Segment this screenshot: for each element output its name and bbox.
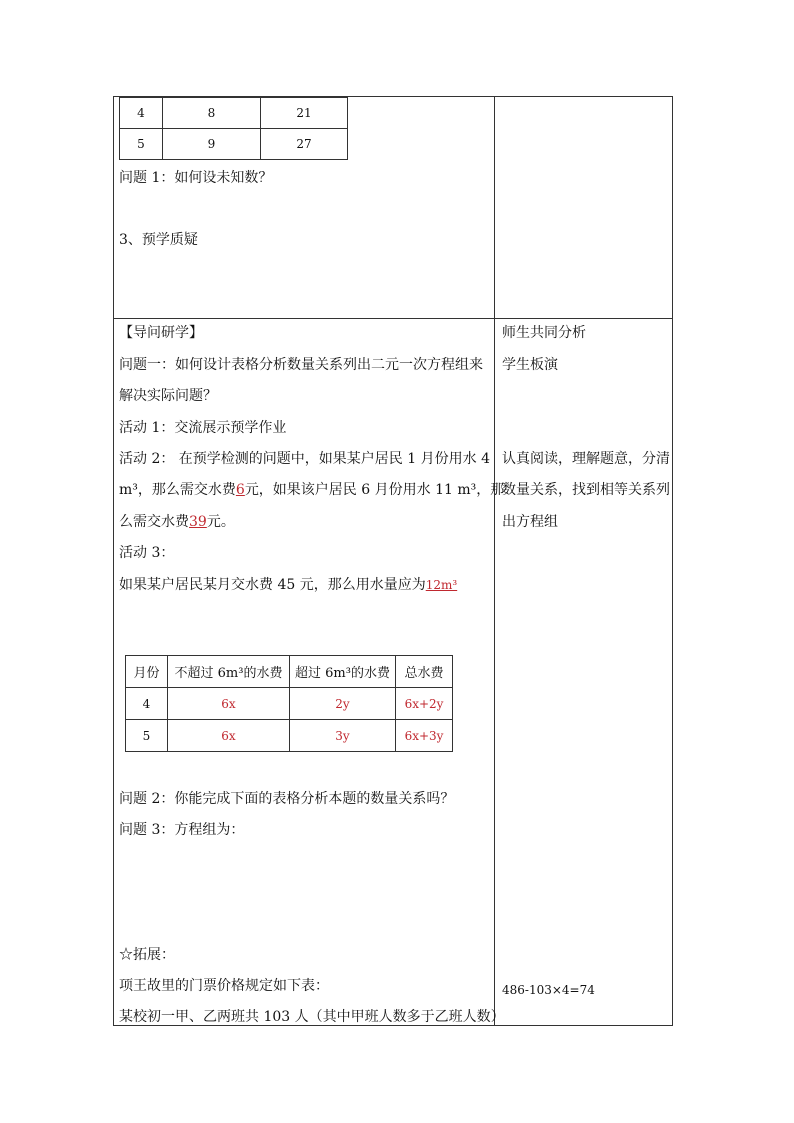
activity-1: 活动 1：交流展示预学作业 — [119, 420, 287, 436]
table-cell: 6x — [168, 688, 290, 720]
activity-3: 活动 3： — [119, 545, 175, 561]
question-3: 问题 3：方程组为： — [119, 822, 245, 838]
answer-fill: 6 — [235, 482, 245, 498]
table-cell: 21 — [261, 98, 348, 129]
column-header: 超过 6m³的水费 — [290, 656, 396, 688]
answer-fill: 12m³ — [425, 578, 458, 592]
table-header-row — [126, 656, 453, 688]
teacher-note-1: 师生共同分析 — [502, 325, 586, 341]
text: m³，那么需交水费 — [119, 482, 236, 498]
teacher-note-3-line-2: 数量关系，找到相等关系列 — [502, 482, 670, 498]
extension-heading: ☆拓展： — [119, 947, 175, 963]
section-title: 【导问研学】 — [119, 325, 203, 341]
answer-fill: 39 — [189, 514, 207, 530]
table-cell: 6x+2y — [396, 688, 453, 720]
table-cell: 5 — [126, 720, 168, 752]
question-2: 问题 2：你能完成下面的表格分析本题的数量关系吗？ — [119, 791, 455, 807]
table-cell: 8 — [163, 98, 261, 129]
activity-2-line-1: 活动 2： 在预学检测的问题中，如果某户居民 1 月份用水 4 — [119, 451, 490, 467]
column-divider — [494, 96, 495, 1026]
problem-1-line-1: 问题一：如何设计表格分析数量关系列出二元一次方程组来 — [119, 357, 483, 373]
preview-questions: 3、预学质疑 — [119, 232, 198, 248]
table-cell: 6x — [168, 720, 290, 752]
teacher-note-2: 学生板演 — [502, 357, 558, 373]
table-cell: 6x+3y — [396, 720, 453, 752]
table-cell: 5 — [120, 129, 163, 160]
school-line: 某校初一甲、乙两班共 103 人（其中甲班人数多于乙班人数） — [119, 1009, 505, 1025]
table-row — [126, 688, 453, 720]
table-cell: 4 — [126, 688, 168, 720]
teacher-note-3-line-3: 出方程组 — [502, 514, 558, 530]
table-row — [120, 98, 348, 129]
column-header: 月份 — [126, 656, 168, 688]
column-header: 总水费 — [396, 656, 453, 688]
table-cell: 27 — [261, 129, 348, 160]
activity-2-line-2 — [119, 481, 504, 499]
table-cell: 9 — [163, 129, 261, 160]
usage-fee-table — [119, 97, 348, 160]
question-1: 问题 1：如何设未知数？ — [119, 170, 273, 186]
calculation-note: 486-103×4=74 — [502, 983, 595, 997]
problem-1-line-2: 解决实际问题？ — [119, 388, 217, 404]
table-cell: 4 — [120, 98, 163, 129]
column-header: 不超过 6m³的水费 — [168, 656, 290, 688]
row-divider — [113, 318, 673, 319]
water-fee-table — [125, 655, 453, 752]
text: 元。 — [206, 514, 235, 530]
text: 么需交水费 — [119, 514, 189, 530]
table-cell: 3y — [290, 720, 396, 752]
text: 如果某户居民某月交水费 45 元，那么用水量应为 — [119, 577, 426, 593]
activity-2-line-3 — [119, 513, 235, 531]
table-row — [120, 129, 348, 160]
table-cell: 2y — [290, 688, 396, 720]
text: 元，如果该户居民 6 月份用水 11 m³，那 — [244, 482, 505, 498]
ticket-price-line: 项王故里的门票价格规定如下表： — [119, 978, 329, 994]
activity-3-question — [119, 576, 457, 594]
table-row — [126, 720, 453, 752]
teacher-note-3-line-1: 认真阅读，理解题意，分清 — [502, 451, 670, 467]
